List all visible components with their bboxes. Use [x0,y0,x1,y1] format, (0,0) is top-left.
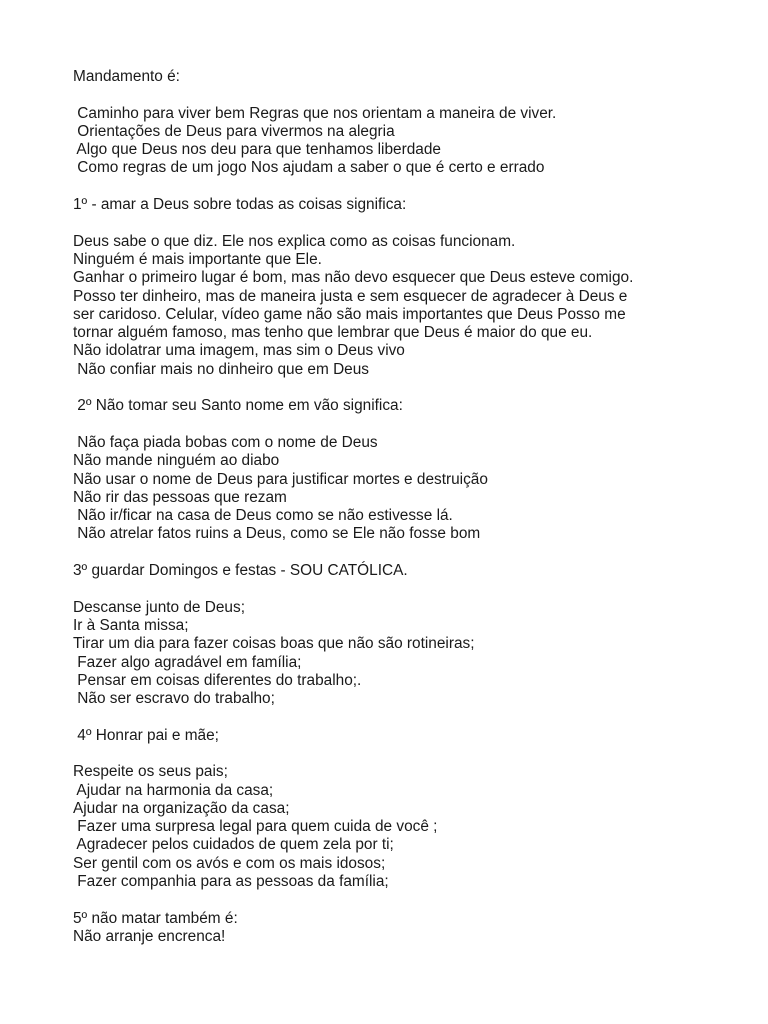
text-line: 4º Honrar pai e mãe; [73,726,219,744]
text-line: Algo que Deus nos deu para que tenhamos liberdade [73,141,441,159]
text-line: Pensar em coisas diferentes do trabalho;. [73,671,362,689]
text-line: Ajudar na organização da casa; [73,799,290,817]
text-line: tornar alguém famoso, mas tenho que lembrar que Deus é maior do que eu. [73,324,593,342]
blank-line [73,891,733,909]
text-line: Fazer algo agradável em família; [73,653,302,671]
text-line: Caminho para viver bem Regras que nos orientam a maneira de viver. [73,104,557,122]
blank-line [73,708,733,726]
text-line: Fazer companhia para as pessoas da família; [73,873,389,891]
text-line: Deus sabe o que diz. Ele nos explica como as coisas funcionam. [73,232,516,250]
blank-line [73,178,733,196]
text-line: Ir à Santa missa; [73,616,189,634]
text-line: Não idolatrar uma imagem, mas sim o Deus vivo [73,342,405,360]
blank-line [73,544,733,562]
blank-line [73,86,733,104]
text-line: 2º Não tomar seu Santo nome em vão significa: [73,397,403,415]
text-line: 1º - amar a Deus sobre todas as coisas significa: [73,196,407,214]
text-line: Posso ter dinheiro, mas de maneira justa e sem esquecer de agradecer à Deus e [73,287,628,305]
document-page [73,68,733,946]
blank-line [73,580,733,598]
text-line: Orientações de Deus para vivermos na alegria [73,122,395,140]
text-line: Não ir/ficar na casa de Deus como se não estivesse lá. [73,507,453,525]
blank-line [73,214,733,232]
blank-line [73,745,733,763]
text-line: Tirar um dia para fazer coisas boas que não são rotineiras; [73,635,475,653]
text-line: ser caridoso. Celular, vídeo game não são mais importantes que Deus Posso me [73,305,626,323]
text-line: Não faça piada bobas com o nome de Deus [73,433,378,451]
blank-line [73,379,733,397]
text-line: 3º guardar Domingos e festas - SOU CATÓLICA. [73,562,408,580]
text-line: Ajudar na harmonia da casa; [73,781,274,799]
blank-line [73,416,733,434]
text-line: Não ser escravo do trabalho; [73,690,275,708]
text-line: Respeite os seus pais; [73,763,228,781]
text-line: Ser gentil com os avós e com os mais idosos; [73,854,386,872]
text-line: Não usar o nome de Deus para justificar mortes e destruição [73,470,488,488]
text-line: Ganhar o primeiro lugar é bom, mas não devo esquecer que Deus esteve comigo. [73,269,634,287]
text-line: Descanse junto de Deus; [73,598,245,616]
text-line: Não rir das pessoas que rezam [73,488,287,506]
text-line: Não confiar mais no dinheiro que em Deus [73,360,369,378]
text-line: Agradecer pelos cuidados de quem zela por ti; [73,836,394,854]
text-line: Não mande ninguém ao diabo [73,452,280,470]
text-line: Fazer uma surpresa legal para quem cuida de você ; [73,818,438,836]
text-line: Como regras de um jogo Nos ajudam a saber o que é certo e errado [73,159,545,177]
text-line: Mandamento é: [73,68,180,85]
text-line: 5º não matar também é: [73,909,238,927]
text-line: Ninguém é mais importante que Ele. [73,250,322,268]
text-line: Não arranje encrenca! [73,927,226,945]
text-line: Não atrelar fatos ruins a Deus, como se Ele não fosse bom [73,525,481,543]
